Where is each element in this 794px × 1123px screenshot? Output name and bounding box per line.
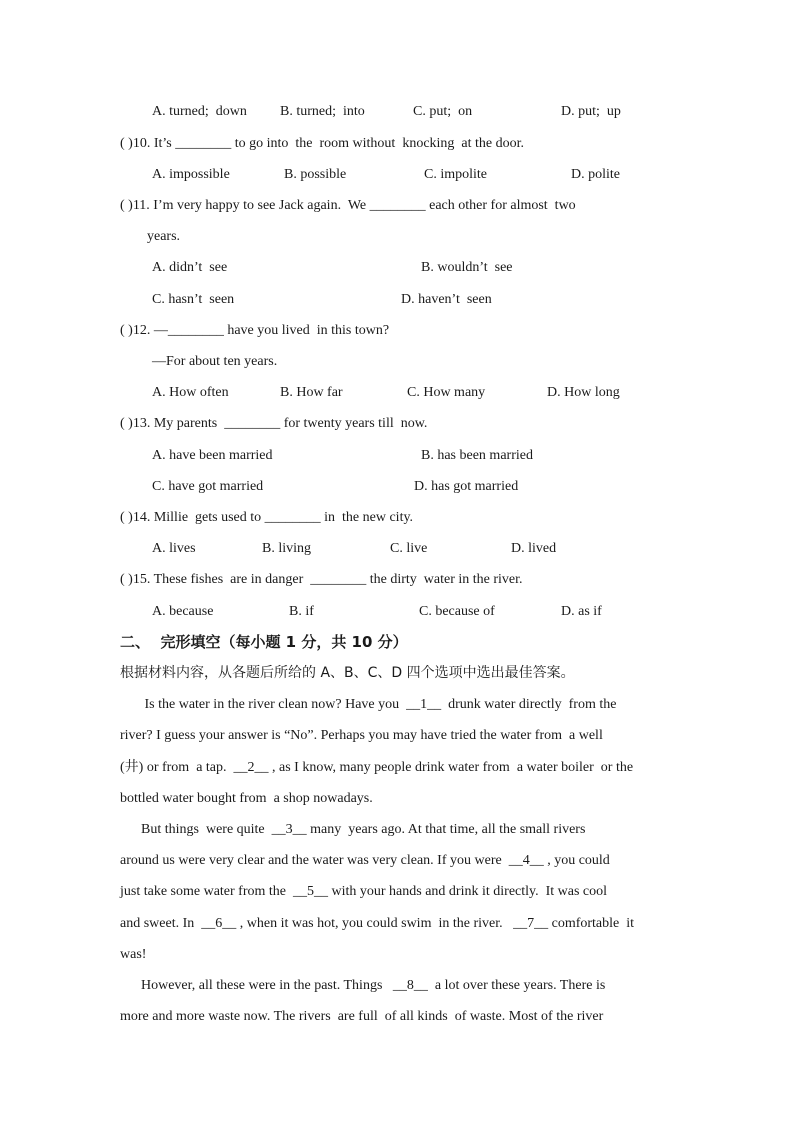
q13-option-c: C. have got married <box>152 479 264 494</box>
passage-line: However, all these were in the past. Things __8__ a lot over these years. There is <box>120 978 606 993</box>
q9-option-c: C. put; on <box>413 104 473 119</box>
q14-option-c: C. live <box>390 541 428 556</box>
q11-option-c: C. hasn’t seen <box>152 292 235 307</box>
q9-option-a: A. turned; down <box>152 104 247 119</box>
q12-option-d: D. How long <box>547 385 620 400</box>
passage-line: river? I guess your answer is “No”. Perhaps you may have tried the water from a well <box>120 728 603 743</box>
section-2-title: 二、 完形填空（每小题 1 分，共 10 分） <box>120 633 408 651</box>
q9-option-b: B. turned; into <box>280 104 365 119</box>
q11-option-b: B. wouldn’t see <box>421 260 513 275</box>
q11-option-d: D. haven’t seen <box>401 292 492 307</box>
q14-option-b: B. living <box>262 541 312 556</box>
q9-option-d: D. put; up <box>561 104 621 119</box>
q15-stem: ( )15. These fishes are in danger ________ the dirty water in the river. <box>120 572 523 587</box>
q13-stem: ( )13. My parents ________ for twenty years till now. <box>120 416 428 431</box>
q10-stem: ( )10. It’s ________ to go into the room without knocking at the door. <box>120 136 525 151</box>
passage-line: Is the water in the river clean now? Have you __1__ drunk water directly from the <box>120 697 617 712</box>
passage-line: and sweet. In __6__ , when it was hot, you could swim in the river. __7__ comfortable it <box>120 916 635 931</box>
q12-option-c: C. How many <box>407 385 486 400</box>
q14-option-d: D. lived <box>511 541 557 556</box>
q11-stem: ( )11. I’m very happy to see Jack again. We ________ each other for almost two <box>120 198 576 213</box>
passage-line: bottled water bought from a shop nowadays. <box>120 791 373 806</box>
q12-answer-line: —For about ten years. <box>152 354 278 369</box>
q12-option-b: B. How far <box>280 385 343 400</box>
passage-line: just take some water from the __5__ with your hands and drink it directly. It was cool <box>120 884 608 899</box>
passage-line: But things were quite __3__ many years ago. At that time, all the small rivers <box>120 822 586 837</box>
q15-option-a: A. because <box>152 604 214 619</box>
q15-option-b: B. if <box>289 604 314 619</box>
q13-option-a: A. have been married <box>152 448 273 463</box>
q11-option-a: A. didn’t see <box>152 260 228 275</box>
q10-option-d: D. polite <box>571 167 620 182</box>
q15-option-c: C. because of <box>419 604 495 619</box>
q12-stem: ( )12. —________ have you lived in this town? <box>120 323 390 338</box>
q11-stem-continued: years. <box>147 229 181 244</box>
q10-option-a: A. impossible <box>152 167 230 182</box>
passage-line: more and more waste now. The rivers are full of all kinds of waste. Most of the river <box>120 1009 604 1024</box>
q12-option-a: A. How often <box>152 385 229 400</box>
q14-stem: ( )14. Millie gets used to ________ in the new city. <box>120 510 414 525</box>
passage-line: (井) or from a tap. __2__ , as I know, many people drink water from a water boiler or the <box>120 760 634 775</box>
section-2-instruction: 根据材料内容，从各题后所给的 A、B、C、D 四个选项中选出最佳答案。 <box>120 665 575 681</box>
passage-line: around us were very clear and the water was very clean. If you were __4__ , you could <box>120 853 610 868</box>
q10-option-b: B. possible <box>284 167 347 182</box>
q13-option-d: D. has got married <box>414 479 519 494</box>
q14-option-a: A. lives <box>152 541 196 556</box>
passage-line: was! <box>120 947 147 962</box>
q13-option-b: B. has been married <box>421 448 533 463</box>
q10-option-c: C. impolite <box>424 167 487 182</box>
q15-option-d: D. as if <box>561 604 602 619</box>
